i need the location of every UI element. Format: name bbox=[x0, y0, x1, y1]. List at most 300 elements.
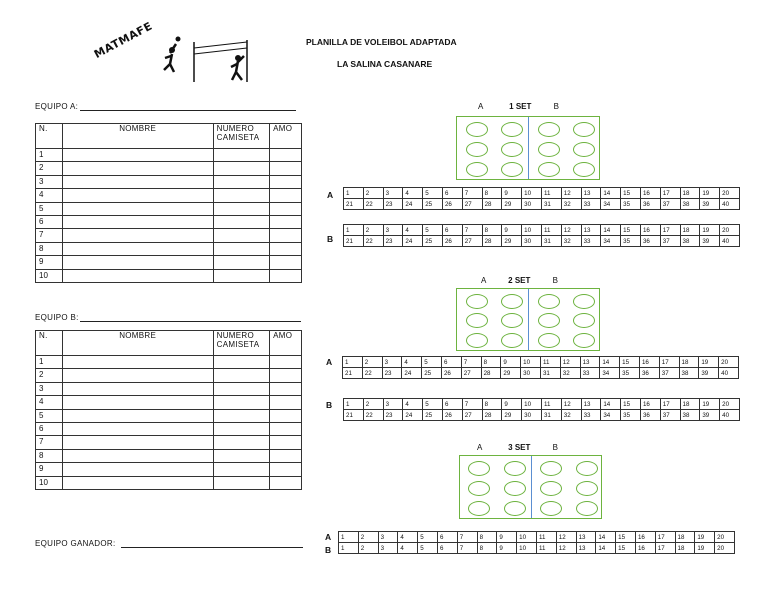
score-cell[interactable]: 12 bbox=[561, 225, 581, 236]
score-cell[interactable]: 40 bbox=[720, 236, 740, 247]
score-cell[interactable]: 6 bbox=[442, 188, 462, 199]
score-cell[interactable]: 14 bbox=[596, 543, 616, 554]
score-cell[interactable]: 5 bbox=[423, 188, 443, 199]
roster-cell-shirt[interactable] bbox=[213, 396, 269, 409]
score-cell[interactable]: 1 bbox=[344, 225, 364, 236]
roster-cell-name[interactable] bbox=[62, 409, 213, 422]
score-cell[interactable]: 1 bbox=[344, 399, 364, 410]
roster-cell-name[interactable] bbox=[62, 422, 213, 435]
score-cell[interactable]: 15 bbox=[620, 357, 640, 368]
score-cell[interactable]: 28 bbox=[482, 410, 502, 421]
score-cell[interactable]: 5 bbox=[422, 357, 442, 368]
score-cell[interactable]: 5 bbox=[418, 532, 438, 543]
score-cell[interactable]: 31 bbox=[540, 368, 560, 379]
score-cell[interactable]: 11 bbox=[536, 532, 556, 543]
score-cell[interactable]: 29 bbox=[501, 368, 521, 379]
roster-cell-shirt[interactable] bbox=[213, 229, 269, 242]
score-cell[interactable]: 32 bbox=[561, 236, 581, 247]
score-cell[interactable]: 36 bbox=[640, 410, 660, 421]
score-cell[interactable]: 36 bbox=[639, 368, 659, 379]
score-cell[interactable]: 1 bbox=[339, 543, 359, 554]
score-cell[interactable]: 13 bbox=[576, 532, 596, 543]
score-cell[interactable]: 18 bbox=[675, 532, 695, 543]
score-cell[interactable]: 13 bbox=[576, 543, 596, 554]
score-cell[interactable]: 23 bbox=[383, 236, 403, 247]
player-position-oval[interactable] bbox=[540, 481, 562, 496]
score-cell[interactable]: 2 bbox=[362, 357, 382, 368]
score-cell[interactable]: 8 bbox=[482, 188, 502, 199]
score-cell[interactable]: 11 bbox=[541, 188, 561, 199]
roster-cell-name[interactable] bbox=[62, 269, 213, 282]
score-cell[interactable]: 2 bbox=[358, 532, 378, 543]
roster-cell-amo[interactable] bbox=[270, 356, 302, 369]
roster-cell-name[interactable] bbox=[62, 175, 213, 188]
roster-cell-amo[interactable] bbox=[270, 215, 302, 228]
roster-cell-name[interactable] bbox=[62, 229, 213, 242]
score-cell[interactable]: 8 bbox=[482, 399, 502, 410]
score-cell[interactable]: 27 bbox=[462, 410, 482, 421]
roster-cell-name[interactable] bbox=[62, 449, 213, 462]
player-position-oval[interactable] bbox=[538, 122, 560, 137]
roster-cell-amo[interactable] bbox=[270, 189, 302, 202]
score-cell[interactable]: 37 bbox=[660, 199, 680, 210]
score-cell[interactable]: 4 bbox=[398, 543, 418, 554]
roster-cell-amo[interactable] bbox=[270, 175, 302, 188]
score-cell[interactable]: 36 bbox=[640, 199, 660, 210]
score-cell[interactable]: 16 bbox=[640, 225, 660, 236]
roster-cell-name[interactable] bbox=[62, 396, 213, 409]
score-cell[interactable]: 20 bbox=[719, 357, 739, 368]
score-cell[interactable]: 31 bbox=[541, 410, 561, 421]
score-cell[interactable]: 18 bbox=[675, 543, 695, 554]
score-cell[interactable]: 10 bbox=[522, 225, 542, 236]
player-position-oval[interactable] bbox=[573, 333, 595, 348]
roster-cell-name[interactable] bbox=[62, 436, 213, 449]
roster-cell-name[interactable] bbox=[62, 202, 213, 215]
score-cell[interactable]: 39 bbox=[699, 368, 719, 379]
score-cell[interactable]: 13 bbox=[581, 399, 601, 410]
score-cell[interactable]: 21 bbox=[343, 368, 363, 379]
player-position-oval[interactable] bbox=[573, 294, 595, 309]
score-cell[interactable]: 15 bbox=[621, 188, 641, 199]
score-cell[interactable]: 7 bbox=[457, 532, 477, 543]
player-position-oval[interactable] bbox=[468, 461, 490, 476]
roster-cell-amo[interactable] bbox=[270, 396, 302, 409]
score-cell[interactable]: 35 bbox=[620, 368, 640, 379]
score-cell[interactable]: 38 bbox=[679, 368, 699, 379]
player-position-oval[interactable] bbox=[573, 142, 595, 157]
roster-cell-amo[interactable] bbox=[270, 202, 302, 215]
score-cell[interactable]: 17 bbox=[660, 225, 680, 236]
score-cell[interactable]: 6 bbox=[437, 543, 457, 554]
score-cell[interactable]: 19 bbox=[700, 188, 720, 199]
roster-cell-shirt[interactable] bbox=[213, 369, 269, 382]
score-cell[interactable]: 40 bbox=[720, 410, 740, 421]
score-cell[interactable]: 29 bbox=[502, 236, 522, 247]
score-cell[interactable]: 14 bbox=[601, 225, 621, 236]
score-cell[interactable]: 15 bbox=[621, 399, 641, 410]
score-cell[interactable]: 5 bbox=[423, 225, 443, 236]
roster-cell-amo[interactable] bbox=[270, 369, 302, 382]
score-cell[interactable]: 6 bbox=[441, 357, 461, 368]
player-position-oval[interactable] bbox=[538, 162, 560, 177]
roster-cell-shirt[interactable] bbox=[213, 476, 269, 489]
score-cell[interactable]: 20 bbox=[720, 399, 740, 410]
score-cell[interactable]: 33 bbox=[581, 199, 601, 210]
score-cell[interactable]: 10 bbox=[517, 543, 537, 554]
roster-cell-shirt[interactable] bbox=[213, 449, 269, 462]
score-cell[interactable]: 12 bbox=[561, 188, 581, 199]
score-cell[interactable]: 38 bbox=[680, 236, 700, 247]
roster-cell-name[interactable] bbox=[62, 189, 213, 202]
score-cell[interactable]: 2 bbox=[363, 188, 383, 199]
player-position-oval[interactable] bbox=[504, 501, 526, 516]
score-cell[interactable]: 5 bbox=[423, 399, 443, 410]
score-cell[interactable]: 35 bbox=[621, 236, 641, 247]
score-cell[interactable]: 15 bbox=[616, 543, 636, 554]
score-cell[interactable]: 6 bbox=[442, 225, 462, 236]
player-position-oval[interactable] bbox=[576, 501, 598, 516]
player-position-oval[interactable] bbox=[504, 481, 526, 496]
score-cell[interactable]: 5 bbox=[418, 543, 438, 554]
score-cell[interactable]: 25 bbox=[423, 236, 443, 247]
score-cell[interactable]: 16 bbox=[635, 532, 655, 543]
score-cell[interactable]: 18 bbox=[680, 225, 700, 236]
score-cell[interactable]: 1 bbox=[343, 357, 363, 368]
player-position-oval[interactable] bbox=[538, 333, 560, 348]
score-cell[interactable]: 29 bbox=[502, 199, 522, 210]
score-cell[interactable]: 39 bbox=[700, 410, 720, 421]
roster-row bbox=[36, 175, 302, 188]
score-cell[interactable]: 27 bbox=[462, 199, 482, 210]
score-cell[interactable]: 20 bbox=[715, 543, 735, 554]
roster-cell-amo[interactable] bbox=[270, 476, 302, 489]
score-cell[interactable]: 33 bbox=[580, 368, 600, 379]
roster-cell-shirt[interactable] bbox=[213, 175, 269, 188]
score-cell[interactable]: 1 bbox=[344, 188, 364, 199]
score-cell[interactable]: 30 bbox=[521, 368, 541, 379]
score-cell[interactable]: 13 bbox=[581, 225, 601, 236]
player-position-oval[interactable] bbox=[501, 142, 523, 157]
team-a-name-line[interactable] bbox=[80, 110, 296, 111]
roster-cell-amo[interactable] bbox=[270, 463, 302, 476]
score-cell[interactable]: 26 bbox=[441, 368, 461, 379]
score-cell[interactable]: 39 bbox=[700, 236, 720, 247]
roster-cell-amo[interactable] bbox=[270, 422, 302, 435]
score-cell[interactable]: 26 bbox=[442, 199, 462, 210]
roster-cell-amo[interactable] bbox=[270, 229, 302, 242]
roster-cell-shirt[interactable] bbox=[213, 269, 269, 282]
score-cell[interactable]: 35 bbox=[621, 410, 641, 421]
score-cell[interactable]: 16 bbox=[639, 357, 659, 368]
score-cell[interactable]: 30 bbox=[522, 236, 542, 247]
player-position-oval[interactable] bbox=[540, 461, 562, 476]
score-cell[interactable]: 3 bbox=[382, 357, 402, 368]
roster-cell-shirt[interactable] bbox=[213, 149, 269, 162]
score-cell[interactable]: 12 bbox=[556, 532, 576, 543]
player-position-oval[interactable] bbox=[576, 481, 598, 496]
score-cell[interactable]: 9 bbox=[497, 532, 517, 543]
score-cell[interactable]: 10 bbox=[522, 399, 542, 410]
score-cell[interactable]: 29 bbox=[502, 410, 522, 421]
score-cell[interactable]: 4 bbox=[402, 357, 422, 368]
score-cell[interactable]: 19 bbox=[695, 532, 715, 543]
score-cell[interactable]: 33 bbox=[581, 410, 601, 421]
score-cell[interactable]: 17 bbox=[659, 357, 679, 368]
roster-cell-name[interactable] bbox=[62, 242, 213, 255]
score-cell[interactable]: 19 bbox=[700, 399, 720, 410]
score-cell[interactable]: 28 bbox=[481, 368, 501, 379]
score-cell[interactable]: 34 bbox=[601, 410, 621, 421]
score-cell[interactable]: 23 bbox=[383, 410, 403, 421]
roster-cell-name[interactable] bbox=[62, 162, 213, 175]
score-cell[interactable]: 38 bbox=[680, 410, 700, 421]
score-cell[interactable]: 26 bbox=[442, 410, 462, 421]
roster-cell-amo[interactable] bbox=[270, 149, 302, 162]
score-cell[interactable]: 8 bbox=[481, 357, 501, 368]
score-cell[interactable]: 27 bbox=[462, 236, 482, 247]
score-cell[interactable]: 9 bbox=[502, 399, 522, 410]
score-cell[interactable]: 15 bbox=[621, 225, 641, 236]
score-cell[interactable]: 4 bbox=[403, 225, 423, 236]
score-cell[interactable]: 10 bbox=[522, 188, 542, 199]
score-cell[interactable]: 23 bbox=[383, 199, 403, 210]
player-position-oval[interactable] bbox=[501, 294, 523, 309]
score-cell[interactable]: 9 bbox=[501, 357, 521, 368]
score-cell[interactable]: 28 bbox=[482, 236, 502, 247]
player-position-oval[interactable] bbox=[504, 461, 526, 476]
roster-cell-name[interactable] bbox=[62, 215, 213, 228]
score-cell[interactable]: 11 bbox=[536, 543, 556, 554]
roster-cell-amo[interactable] bbox=[270, 449, 302, 462]
roster-cell-amo[interactable] bbox=[270, 382, 302, 395]
score-cell[interactable]: 22 bbox=[362, 368, 382, 379]
team-b-name-line[interactable] bbox=[80, 321, 301, 322]
score-cell[interactable]: 36 bbox=[640, 236, 660, 247]
score-cell[interactable]: 4 bbox=[403, 188, 423, 199]
score-cell[interactable]: 9 bbox=[502, 188, 522, 199]
winner-name-line[interactable] bbox=[121, 547, 303, 548]
score-cell[interactable]: 2 bbox=[358, 543, 378, 554]
score-cell[interactable]: 21 bbox=[344, 410, 364, 421]
roster-cell-shirt[interactable] bbox=[213, 463, 269, 476]
score-cell[interactable]: 4 bbox=[398, 532, 418, 543]
score-cell[interactable]: 22 bbox=[363, 236, 383, 247]
player-position-oval[interactable] bbox=[573, 162, 595, 177]
score-cell[interactable]: 24 bbox=[403, 236, 423, 247]
score-cell[interactable]: 18 bbox=[680, 188, 700, 199]
player-position-oval[interactable] bbox=[466, 122, 488, 137]
score-cell[interactable]: 19 bbox=[700, 225, 720, 236]
score-cell[interactable]: 11 bbox=[540, 357, 560, 368]
score-cell[interactable]: 8 bbox=[477, 532, 497, 543]
score-cell[interactable]: 4 bbox=[403, 399, 423, 410]
score-cell[interactable]: 6 bbox=[437, 532, 457, 543]
roster-cell-shirt[interactable] bbox=[213, 189, 269, 202]
player-position-oval[interactable] bbox=[466, 162, 488, 177]
score-cell[interactable]: 32 bbox=[561, 410, 581, 421]
player-position-oval[interactable] bbox=[501, 122, 523, 137]
roster-cell-shirt[interactable] bbox=[213, 162, 269, 175]
score-cell[interactable]: 39 bbox=[700, 199, 720, 210]
score-cell[interactable]: 9 bbox=[502, 225, 522, 236]
player-position-oval[interactable] bbox=[538, 294, 560, 309]
roster-cell-amo[interactable] bbox=[270, 242, 302, 255]
score-cell[interactable]: 31 bbox=[541, 199, 561, 210]
score-cell[interactable]: 16 bbox=[640, 399, 660, 410]
score-cell[interactable]: 7 bbox=[461, 357, 481, 368]
score-cell[interactable]: 40 bbox=[720, 199, 740, 210]
score-cell[interactable]: 15 bbox=[616, 532, 636, 543]
score-cell[interactable]: 7 bbox=[462, 225, 482, 236]
score-cell[interactable]: 23 bbox=[382, 368, 402, 379]
roster-cell-name[interactable] bbox=[62, 356, 213, 369]
player-position-oval[interactable] bbox=[573, 122, 595, 137]
score-cell[interactable]: 24 bbox=[403, 199, 423, 210]
score-cell[interactable]: 14 bbox=[601, 188, 621, 199]
score-cell[interactable]: 38 bbox=[680, 199, 700, 210]
score-cell[interactable]: 26 bbox=[442, 236, 462, 247]
score-cell[interactable]: 40 bbox=[719, 368, 739, 379]
score-cell[interactable]: 24 bbox=[402, 368, 422, 379]
player-position-oval[interactable] bbox=[501, 162, 523, 177]
player-position-oval[interactable] bbox=[540, 501, 562, 516]
player-position-oval[interactable] bbox=[538, 142, 560, 157]
roster-cell-shirt[interactable] bbox=[213, 202, 269, 215]
score-cell[interactable]: 13 bbox=[580, 357, 600, 368]
score-cell[interactable]: 3 bbox=[378, 532, 398, 543]
score-cell[interactable]: 24 bbox=[403, 410, 423, 421]
roster-cell-amo[interactable] bbox=[270, 269, 302, 282]
roster-cell-shirt[interactable] bbox=[213, 215, 269, 228]
score-cell[interactable]: 11 bbox=[541, 225, 561, 236]
score-cell[interactable]: 12 bbox=[561, 399, 581, 410]
score-cell[interactable]: 8 bbox=[477, 543, 497, 554]
player-position-oval[interactable] bbox=[466, 333, 488, 348]
score-cell[interactable]: 18 bbox=[680, 399, 700, 410]
score-cell[interactable]: 10 bbox=[521, 357, 541, 368]
roster-cell-shirt[interactable] bbox=[213, 356, 269, 369]
score-cell[interactable]: 21 bbox=[344, 199, 364, 210]
roster-cell-amo[interactable] bbox=[270, 436, 302, 449]
score-cell[interactable]: 18 bbox=[679, 357, 699, 368]
score-cell[interactable]: 20 bbox=[715, 532, 735, 543]
score-cell[interactable]: 3 bbox=[383, 188, 403, 199]
score-cell[interactable]: 7 bbox=[462, 399, 482, 410]
score-cell[interactable]: 17 bbox=[660, 399, 680, 410]
score-cell[interactable]: 20 bbox=[720, 188, 740, 199]
score-cell[interactable]: 21 bbox=[344, 236, 364, 247]
player-position-oval[interactable] bbox=[468, 481, 490, 496]
score-cell[interactable]: 19 bbox=[695, 543, 715, 554]
player-position-oval[interactable] bbox=[573, 313, 595, 328]
player-position-oval[interactable] bbox=[501, 333, 523, 348]
player-position-oval[interactable] bbox=[466, 294, 488, 309]
score-cell[interactable]: 35 bbox=[621, 199, 641, 210]
score-cell[interactable]: 31 bbox=[541, 236, 561, 247]
roster-cell-shirt[interactable] bbox=[213, 422, 269, 435]
score-cell[interactable]: 13 bbox=[581, 188, 601, 199]
score-cell[interactable]: 17 bbox=[655, 543, 675, 554]
score-cell[interactable]: 8 bbox=[482, 225, 502, 236]
score-cell[interactable]: 14 bbox=[600, 357, 620, 368]
score-cell[interactable]: 20 bbox=[720, 225, 740, 236]
player-position-oval[interactable] bbox=[466, 313, 488, 328]
score-cell[interactable]: 25 bbox=[422, 368, 442, 379]
score-cell[interactable]: 16 bbox=[640, 188, 660, 199]
score-cell[interactable]: 27 bbox=[461, 368, 481, 379]
score-cell[interactable]: 30 bbox=[522, 199, 542, 210]
roster-cell-name[interactable] bbox=[62, 369, 213, 382]
roster-cell-amo[interactable] bbox=[270, 256, 302, 269]
score-cell[interactable]: 28 bbox=[482, 199, 502, 210]
score-cell[interactable]: 12 bbox=[560, 357, 580, 368]
score-cell[interactable]: 32 bbox=[560, 368, 580, 379]
score-cell[interactable]: 37 bbox=[659, 368, 679, 379]
score-cell[interactable]: 3 bbox=[383, 225, 403, 236]
roster-cell-shirt[interactable] bbox=[213, 382, 269, 395]
score-cell[interactable]: 22 bbox=[363, 199, 383, 210]
score-cell[interactable]: 32 bbox=[561, 199, 581, 210]
score-cell[interactable]: 17 bbox=[660, 188, 680, 199]
player-position-oval[interactable] bbox=[501, 313, 523, 328]
score-cell[interactable]: 37 bbox=[660, 410, 680, 421]
score-cell[interactable]: 2 bbox=[363, 225, 383, 236]
roster-cell-name[interactable] bbox=[62, 149, 213, 162]
roster-cell-shirt[interactable] bbox=[213, 256, 269, 269]
player-position-oval[interactable] bbox=[538, 313, 560, 328]
roster-cell-shirt[interactable] bbox=[213, 436, 269, 449]
score-cell[interactable]: 11 bbox=[541, 399, 561, 410]
roster-cell-name[interactable] bbox=[62, 476, 213, 489]
score-cell[interactable]: 17 bbox=[655, 532, 675, 543]
score-cell[interactable]: 25 bbox=[423, 410, 443, 421]
score-cell[interactable]: 34 bbox=[601, 236, 621, 247]
score-cell[interactable]: 37 bbox=[660, 236, 680, 247]
score-cell[interactable]: 3 bbox=[378, 543, 398, 554]
roster-cell-shirt[interactable] bbox=[213, 242, 269, 255]
score-cell[interactable]: 19 bbox=[699, 357, 719, 368]
score-cell[interactable]: 33 bbox=[581, 236, 601, 247]
score-cell[interactable]: 7 bbox=[462, 188, 482, 199]
score-cell[interactable]: 22 bbox=[363, 410, 383, 421]
roster-cell-name[interactable] bbox=[62, 256, 213, 269]
player-position-oval[interactable] bbox=[466, 142, 488, 157]
score-cell[interactable]: 14 bbox=[601, 399, 621, 410]
roster-cell-amo[interactable] bbox=[270, 409, 302, 422]
score-cell[interactable]: 34 bbox=[601, 199, 621, 210]
score-cell[interactable]: 30 bbox=[522, 410, 542, 421]
roster-cell-name[interactable] bbox=[62, 463, 213, 476]
score-cell[interactable]: 12 bbox=[556, 543, 576, 554]
score-cell[interactable]: 3 bbox=[383, 399, 403, 410]
score-cell[interactable]: 25 bbox=[423, 199, 443, 210]
player-position-oval[interactable] bbox=[576, 461, 598, 476]
score-cell[interactable]: 14 bbox=[596, 532, 616, 543]
score-cell[interactable]: 2 bbox=[363, 399, 383, 410]
roster-cell-shirt[interactable] bbox=[213, 409, 269, 422]
player-position-oval[interactable] bbox=[468, 501, 490, 516]
score-cell[interactable]: 10 bbox=[517, 532, 537, 543]
roster-cell-amo[interactable] bbox=[270, 162, 302, 175]
score-cell[interactable]: 9 bbox=[497, 543, 517, 554]
score-cell[interactable]: 16 bbox=[635, 543, 655, 554]
score-cell[interactable]: 34 bbox=[600, 368, 620, 379]
score-cell[interactable]: 6 bbox=[442, 399, 462, 410]
score-cell[interactable]: 1 bbox=[339, 532, 359, 543]
score-cell[interactable]: 7 bbox=[457, 543, 477, 554]
roster-cell-name[interactable] bbox=[62, 382, 213, 395]
